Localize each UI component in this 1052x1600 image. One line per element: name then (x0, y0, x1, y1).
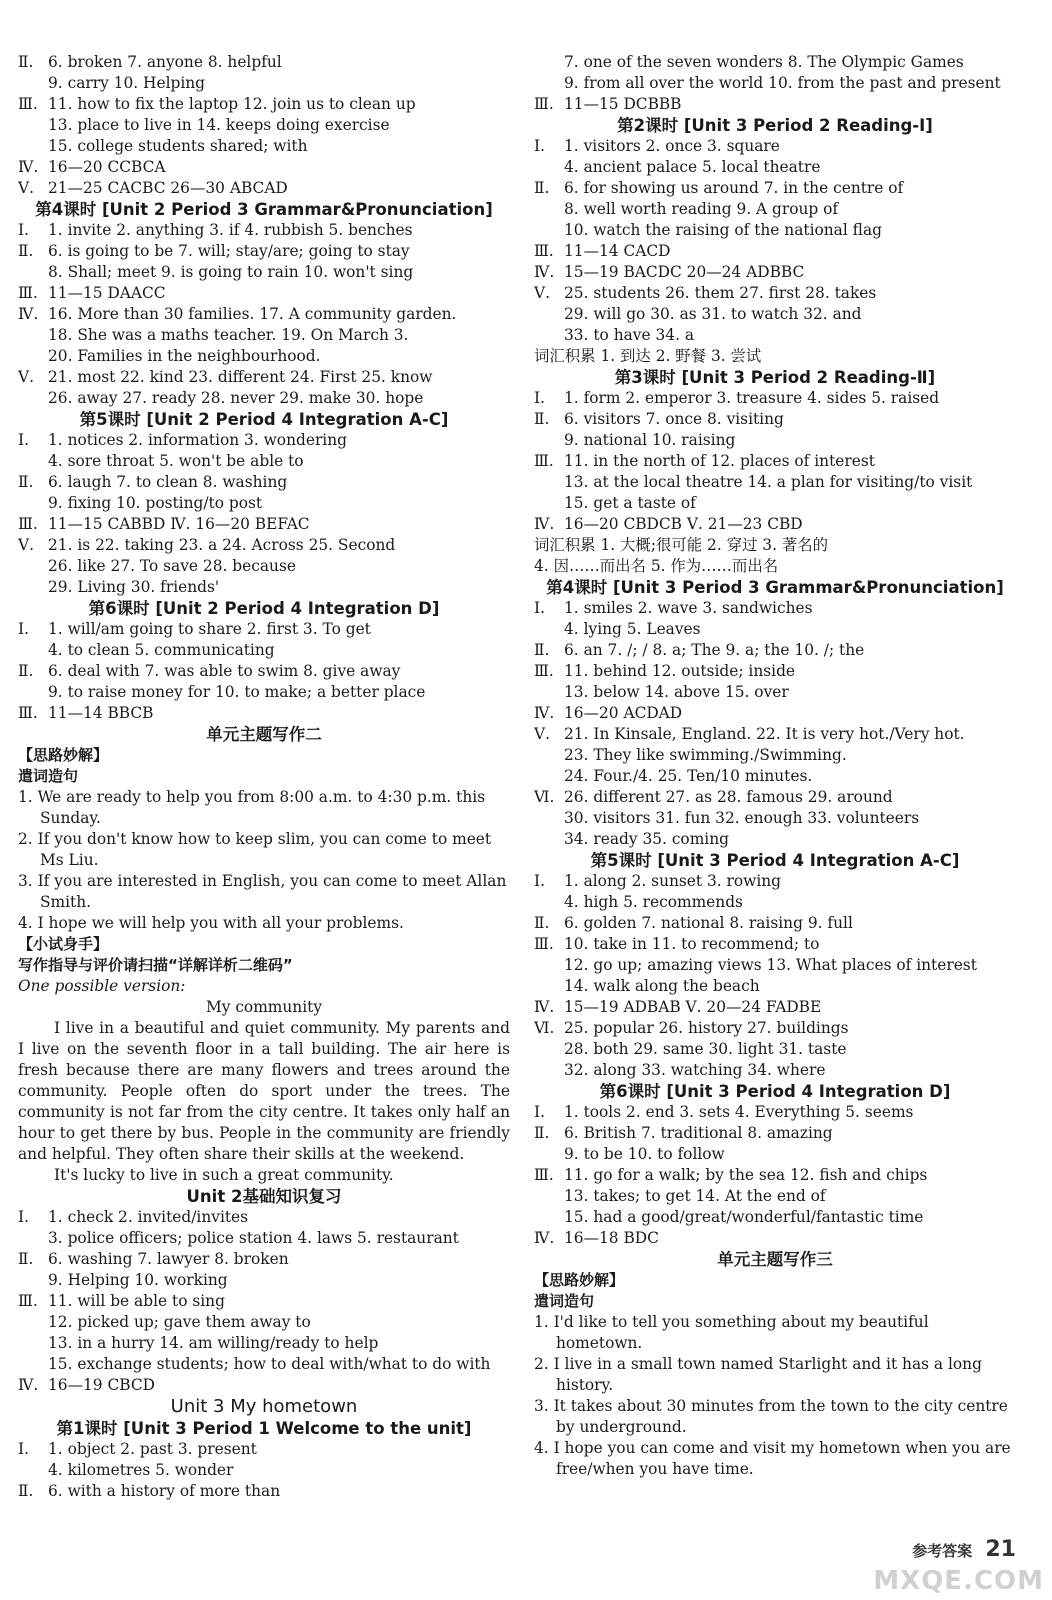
answer-text: 4. sore throat 5. won't be able to (48, 452, 304, 470)
answer-line (534, 304, 1016, 325)
answer-line (534, 1018, 1016, 1039)
answer-line (18, 451, 510, 472)
answer-text: 11—14 BBCB (48, 704, 154, 722)
section-numeral: Ⅰ. (534, 137, 545, 155)
answer-line (534, 94, 1016, 115)
section-numeral: Ⅲ. (18, 1292, 38, 1310)
answer-line (534, 619, 1016, 640)
answer-line (534, 955, 1016, 976)
answer-text: 11. behind 12. outside; inside (564, 662, 796, 680)
answer-line (534, 430, 1016, 451)
section-numeral: Ⅲ. (18, 284, 38, 302)
section-heading: 第4课时 [Unit 2 Period 3 Grammar&Pronunciation] (35, 200, 493, 219)
sentence-item: 2. If you don't know how to keep slim, you can come to meet Ms Liu. (18, 830, 492, 869)
answer-text: 15. exchange students; how to deal with/what to do with (48, 1355, 491, 1373)
answer-text: 1. along 2. sunset 3. rowing (564, 872, 782, 890)
answer-line (534, 829, 1016, 850)
section-numeral: Ⅴ. (18, 368, 35, 386)
answer-text: 9. to raise money for 10. to make; a better place (48, 683, 426, 701)
answer-text: 26. away 27. ready 28. never 29. make 30. hope (48, 389, 424, 407)
answer-text: 15. get a taste of (564, 494, 696, 512)
answer-text: 6. British 7. traditional 8. amazing (564, 1124, 833, 1142)
answer-text: 15. had a good/great/wonderful/fantastic time (564, 1208, 924, 1226)
answer-text: 32. along 33. watching 34. where (564, 1061, 826, 1079)
sentence-item: 1. We are ready to help you from 8:00 a.m. to 4:30 p.m. this Sunday. (18, 788, 486, 827)
section-heading: 第4课时 [Unit 3 Period 3 Grammar&Pronunciation] (546, 578, 1004, 597)
vocabulary-line: 4. 因……而出名 5. 作为……而出名 (534, 557, 779, 575)
answer-text: 34. ready 35. coming (564, 830, 729, 848)
answer-line (534, 283, 1016, 304)
section-numeral: Ⅳ. (534, 704, 555, 722)
answer-line (534, 976, 1016, 997)
answer-text: 29. will go 30. as 31. to watch 32. and (564, 305, 862, 323)
sentence-item: 4. I hope we will help you with all your problems. (18, 914, 404, 932)
answer-line (18, 535, 510, 556)
answer-line (534, 703, 1016, 724)
section-label: 遣词造句 (534, 1292, 595, 1310)
answer-text: 16—20 CBDCB Ⅴ. 21—23 CBD (564, 515, 803, 533)
answer-line (18, 1481, 510, 1502)
answer-text: 13. place to live in 14. keeps doing exercise (48, 116, 390, 134)
section-numeral: Ⅳ. (18, 1376, 39, 1394)
section-numeral: Ⅰ. (18, 431, 29, 449)
section-numeral: Ⅱ. (534, 1124, 550, 1142)
answer-text: 4. high 5. recommends (564, 893, 743, 911)
answer-text: 21. most 22. kind 23. different 24. First 25. know (48, 368, 433, 386)
section-label: 写作指导与评价请扫描“详解详析二维码” (18, 956, 293, 974)
answer-text: 13. in a hurry 14. am willing/ready to help (48, 1334, 379, 1352)
section-numeral: Ⅴ. (18, 536, 35, 554)
section-numeral: Ⅵ. (534, 1019, 555, 1037)
answer-line (534, 1039, 1016, 1060)
answer-line (18, 241, 510, 262)
answer-line (534, 472, 1016, 493)
answer-line (18, 1439, 510, 1460)
answer-line (534, 199, 1016, 220)
answer-text: 8. well worth reading 9. A group of (564, 200, 839, 218)
answer-text: 6. laugh 7. to clean 8. washing (48, 473, 288, 491)
answer-text: 13. takes; to get 14. At the end of (564, 1187, 826, 1205)
answer-line (18, 1354, 510, 1375)
answer-line (18, 1249, 510, 1270)
section-numeral: Ⅲ. (18, 515, 38, 533)
sentence-item: 4. I hope you can come and visit my hometown when you are free/when you have time. (534, 1439, 1011, 1478)
answer-line (534, 325, 1016, 346)
section-heading: 第5课时 [Unit 2 Period 4 Integration A-C] (79, 410, 449, 429)
answer-line (534, 934, 1016, 955)
section-numeral: Ⅰ. (534, 389, 545, 407)
answer-text: 6. with a history of more than (48, 1482, 281, 1500)
section-numeral: Ⅱ. (534, 410, 550, 428)
footer-label: 参考答案 (912, 1542, 973, 1560)
answer-text: 12. go up; amazing views 13. What places of interest (564, 956, 977, 974)
answer-text: 7. one of the seven wonders 8. The Olympic Games (564, 53, 964, 71)
answer-line (534, 1228, 1016, 1249)
answer-line (18, 1270, 510, 1291)
section-numeral: Ⅲ. (534, 662, 554, 680)
section-heading: 单元主题写作三 (717, 1250, 833, 1269)
answer-text: 11. in the north of 12. places of interest (564, 452, 875, 470)
answer-text: 20. Families in the neighbourhood. (48, 347, 321, 365)
answer-line (18, 1207, 510, 1228)
answer-line (534, 766, 1016, 787)
section-numeral: Ⅰ. (534, 872, 545, 890)
answer-line (18, 136, 510, 157)
answer-text: 26. different 27. as 28. famous 29. around (564, 788, 893, 806)
answer-line (18, 514, 510, 535)
answer-text: 15. college students shared; with (48, 137, 308, 155)
answer-text: 4. to clean 5. communicating (48, 641, 275, 659)
answer-line (534, 1123, 1016, 1144)
section-numeral: Ⅲ. (18, 704, 38, 722)
answer-line (534, 241, 1016, 262)
answer-line (18, 283, 510, 304)
answer-line (18, 472, 510, 493)
answer-text: 12. picked up; gave them away to (48, 1313, 311, 1331)
answer-text: 1. will/am going to share 2. first 3. To get (48, 620, 371, 638)
answer-text: 9. national 10. raising (564, 431, 736, 449)
answer-text: 1. visitors 2. once 3. square (564, 137, 780, 155)
answer-line (534, 913, 1016, 934)
section-numeral: Ⅳ. (534, 515, 555, 533)
answer-text: 11. go for a walk; by the sea 12. fish and chips (564, 1166, 928, 1184)
answer-text: 16. More than 30 families. 17. A community garden. (48, 305, 457, 323)
essay-paragraph: It's lucky to live in such a great community. (54, 1166, 394, 1184)
answer-line (18, 157, 510, 178)
answer-line (534, 178, 1016, 199)
answer-line (18, 703, 510, 724)
answer-text: 24. Four./4. 25. Ten/10 minutes. (564, 767, 813, 785)
answer-text: 16—18 BDC (564, 1229, 659, 1247)
answer-line (534, 136, 1016, 157)
answer-text: 4. ancient palace 5. local theatre (564, 158, 821, 176)
answer-line (18, 73, 510, 94)
section-numeral: Ⅱ. (18, 1250, 34, 1268)
answer-text: 15—19 ADBAB Ⅴ. 20—24 FADBE (564, 998, 822, 1016)
section-numeral: Ⅲ. (534, 95, 554, 113)
answer-text: 21—25 CACBC 26—30 ABCAD (48, 179, 288, 197)
answer-line (534, 598, 1016, 619)
answer-line (534, 1060, 1016, 1081)
answer-line (18, 388, 510, 409)
answer-line (534, 409, 1016, 430)
answer-text: 1. object 2. past 3. present (48, 1440, 257, 1458)
answer-line (18, 1312, 510, 1333)
answer-line (18, 178, 510, 199)
watermark: MXQE.COM (873, 1566, 1044, 1596)
answer-text: 10. watch the raising of the national flag (564, 221, 882, 239)
answer-line (18, 262, 510, 283)
page-footer (912, 1537, 1016, 1562)
section-label: 【思路妙解】 (534, 1271, 625, 1289)
section-heading: 第6课时 [Unit 3 Period 4 Integration D] (599, 1082, 951, 1101)
section-numeral: Ⅱ. (534, 641, 550, 659)
essay-title: My community (205, 998, 323, 1016)
section-numeral: Ⅲ. (18, 95, 38, 113)
answer-line (534, 787, 1016, 808)
answer-text: 21. is 22. taking 23. a 24. Across 25. Second (48, 536, 396, 554)
answer-text: 3. police officers; police station 4. laws 5. restaurant (48, 1229, 459, 1247)
answer-text: 6. golden 7. national 8. raising 9. full (564, 914, 853, 932)
section-heading: 第3课时 [Unit 3 Period 2 Reading-Ⅱ] (614, 368, 936, 387)
answer-line (18, 1460, 510, 1481)
section-numeral: Ⅰ. (534, 1103, 545, 1121)
section-numeral: Ⅱ. (18, 53, 34, 71)
answer-text: 11—14 CACD (564, 242, 671, 260)
right-column (534, 52, 1016, 1480)
answer-text: 18. She was a maths teacher. 19. On March 3. (48, 326, 409, 344)
section-numeral: Ⅴ. (534, 284, 551, 302)
answer-text: 4. kilometres 5. wonder (48, 1461, 234, 1479)
answer-text: 8. Shall; meet 9. is going to rain 10. won't sing (48, 263, 414, 281)
answer-line (534, 661, 1016, 682)
answer-text: 9. to be 10. to follow (564, 1145, 725, 1163)
answer-text: 28. both 29. same 30. light 31. taste (564, 1040, 847, 1058)
answer-text: 14. walk along the beach (564, 977, 760, 995)
answer-line (18, 346, 510, 367)
section-numeral: Ⅲ. (534, 242, 554, 260)
answer-text: 16—20 ACDAD (564, 704, 683, 722)
answer-text: 10. take in 11. to recommend; to (564, 935, 820, 953)
sentence-item: 2. I live in a small town named Starlight and it has a long history. (534, 1355, 982, 1394)
section-numeral: Ⅳ. (18, 158, 39, 176)
section-numeral: Ⅱ. (534, 179, 550, 197)
section-numeral: Ⅱ. (18, 242, 34, 260)
page-number: 21 (985, 1537, 1016, 1562)
answer-line (534, 997, 1016, 1018)
answer-line (534, 73, 1016, 94)
answer-text: 9. carry 10. Helping (48, 74, 206, 92)
answer-line (18, 577, 510, 598)
answer-line (534, 640, 1016, 661)
answer-line (534, 493, 1016, 514)
answer-line (18, 682, 510, 703)
answer-text: 6. washing 7. lawyer 8. broken (48, 1250, 289, 1268)
answer-text: 6. an 7. /; / 8. a; The 9. a; the 10. /; the (564, 641, 865, 659)
answer-text: 1. notices 2. information 3. wondering (48, 431, 347, 449)
answer-line (18, 640, 510, 661)
section-numeral: Ⅲ. (534, 1166, 554, 1184)
section-heading: 第6课时 [Unit 2 Period 4 Integration D] (88, 599, 440, 618)
answer-text: 13. below 14. above 15. over (564, 683, 789, 701)
answer-text: 1. form 2. emperor 3. treasure 4. sides 5. raised (564, 389, 940, 407)
section-numeral: Ⅰ. (534, 599, 545, 617)
answer-line (18, 220, 510, 241)
left-column (18, 52, 510, 1502)
section-numeral: Ⅴ. (18, 179, 35, 197)
section-numeral: Ⅴ. (534, 725, 551, 743)
section-numeral: Ⅰ. (18, 620, 29, 638)
answer-line (534, 1102, 1016, 1123)
answer-text: 21. In Kinsale, England. 22. It is very hot./Very hot. (564, 725, 965, 743)
answer-text: 1. check 2. invited/invites (48, 1208, 249, 1226)
section-numeral: Ⅲ. (534, 452, 554, 470)
answer-line (18, 430, 510, 451)
section-label: 【小试身手】 (18, 935, 109, 953)
answer-line (534, 871, 1016, 892)
answer-line (534, 808, 1016, 829)
answer-text: 33. to have 34. a (564, 326, 695, 344)
section-numeral: Ⅰ. (18, 221, 29, 239)
section-heading: Unit 2基础知识复习 (186, 1187, 342, 1206)
section-heading: 单元主题写作二 (206, 725, 322, 744)
section-numeral: Ⅳ. (534, 998, 555, 1016)
answer-text: 6. for showing us around 7. in the centre of (564, 179, 904, 197)
answer-text: 25. popular 26. history 27. buildings (564, 1019, 849, 1037)
answer-text: 29. Living 30. friends' (48, 578, 220, 596)
answer-line (18, 661, 510, 682)
sentence-item: 3. It takes about 30 minutes from the town to the city centre by underground. (534, 1397, 1008, 1436)
answer-text: 30. visitors 31. fun 32. enough 33. volunteers (564, 809, 920, 827)
answer-text: 23. They like swimming./Swimming. (564, 746, 847, 764)
answer-line (534, 1165, 1016, 1186)
section-numeral: Ⅱ. (534, 914, 550, 932)
answer-line (534, 724, 1016, 745)
answer-line (18, 1228, 510, 1249)
answer-text: 6. broken 7. anyone 8. helpful (48, 53, 282, 71)
answer-text: 6. visitors 7. once 8. visiting (564, 410, 784, 428)
answer-text: 1. tools 2. end 3. sets 4. Everything 5. seems (564, 1103, 914, 1121)
section-label: 【思路妙解】 (18, 746, 109, 764)
answer-line (18, 325, 510, 346)
section-numeral: Ⅳ. (534, 1229, 555, 1247)
section-numeral: Ⅵ. (534, 788, 555, 806)
answer-line (534, 1144, 1016, 1165)
answer-line (534, 682, 1016, 703)
vocabulary-line: 词汇积累 1. 到达 2. 野餐 3. 尝试 (534, 347, 762, 365)
answer-line (18, 1375, 510, 1396)
answer-text: 6. deal with 7. was able to swim 8. give away (48, 662, 401, 680)
section-numeral: Ⅰ. (18, 1208, 29, 1226)
answer-line (18, 1333, 510, 1354)
answer-text: 26. like 27. To save 28. because (48, 557, 296, 575)
answer-line (18, 94, 510, 115)
unit-title: Unit 3 My hometown (170, 1396, 358, 1417)
answer-text: 11—15 CABBD Ⅳ. 16—20 BEFAC (48, 515, 310, 533)
answer-text: 25. students 26. them 27. first 28. takes (564, 284, 877, 302)
answer-text: 11. will be able to sing (48, 1292, 225, 1310)
answer-line (18, 52, 510, 73)
answer-text: 11—15 DAACC (48, 284, 166, 302)
section-numeral: Ⅳ. (18, 305, 39, 323)
answer-line (18, 115, 510, 136)
answer-line (18, 493, 510, 514)
answer-text: 16—19 CBCD (48, 1376, 155, 1394)
answer-line (534, 52, 1016, 73)
version-label: One possible version: (18, 977, 186, 995)
answer-line (534, 1186, 1016, 1207)
answer-text: 15—19 BACDC 20—24 ADBBC (564, 263, 805, 281)
answer-line (18, 1291, 510, 1312)
section-numeral: Ⅱ. (18, 662, 34, 680)
section-numeral: Ⅰ. (18, 1440, 29, 1458)
sentence-item: 1. I'd like to tell you something about my beautiful hometown. (534, 1313, 929, 1352)
answer-text: 4. lying 5. Leaves (564, 620, 701, 638)
answer-line (18, 556, 510, 577)
answer-line (18, 304, 510, 325)
section-heading: 第1课时 [Unit 3 Period 1 Welcome to the unit] (56, 1419, 472, 1438)
answer-text: 1. invite 2. anything 3. if 4. rubbish 5. benches (48, 221, 413, 239)
answer-line (534, 745, 1016, 766)
section-heading: 第2课时 [Unit 3 Period 2 Reading-Ⅰ] (617, 116, 933, 135)
answer-text: 9. Helping 10. working (48, 1271, 228, 1289)
answer-line (534, 220, 1016, 241)
answer-line (18, 619, 510, 640)
answer-text: 11. how to fix the laptop 12. join us to clean up (48, 95, 416, 113)
answer-line (534, 451, 1016, 472)
answer-text: 13. at the local theatre 14. a plan for visiting/to visit (564, 473, 973, 491)
section-numeral: Ⅳ. (534, 263, 555, 281)
answer-line (534, 157, 1016, 178)
section-numeral: Ⅱ. (18, 1482, 34, 1500)
answer-text: 9. from all over the world 10. from the past and present (564, 74, 1001, 92)
section-numeral: Ⅲ. (534, 935, 554, 953)
essay-paragraph: I live in a beautiful and quiet community. My parents and I live on the seventh floor in a tall building. The air here is fresh because there are many flowers and trees around the community. People often do sport under the trees. The community is not far from the city centre. It takes only half an hour to get there by bus. People in the community are friendly and helpful. They often share their skills at the weekend. (18, 1019, 510, 1163)
answer-text: 6. is going to be 7. will; stay/are; going to stay (48, 242, 410, 260)
answer-line (18, 367, 510, 388)
answer-text: 9. fixing 10. posting/to post (48, 494, 263, 512)
sentence-item: 3. If you are interested in English, you can come to meet Allan Smith. (18, 872, 507, 911)
answer-line (534, 1207, 1016, 1228)
answer-line (534, 514, 1016, 535)
answer-text: 16—20 CCBCA (48, 158, 166, 176)
answer-line (534, 262, 1016, 283)
section-numeral: Ⅱ. (18, 473, 34, 491)
vocabulary-line: 词汇积累 1. 大概;很可能 2. 穿过 3. 著名的 (534, 536, 829, 554)
answer-text: 11—15 DCBBB (564, 95, 682, 113)
answer-text: 1. smiles 2. wave 3. sandwiches (564, 599, 813, 617)
answer-line (534, 892, 1016, 913)
section-label: 遣词造句 (18, 767, 79, 785)
section-heading: 第5课时 [Unit 3 Period 4 Integration A-C] (590, 851, 960, 870)
answer-line (534, 388, 1016, 409)
